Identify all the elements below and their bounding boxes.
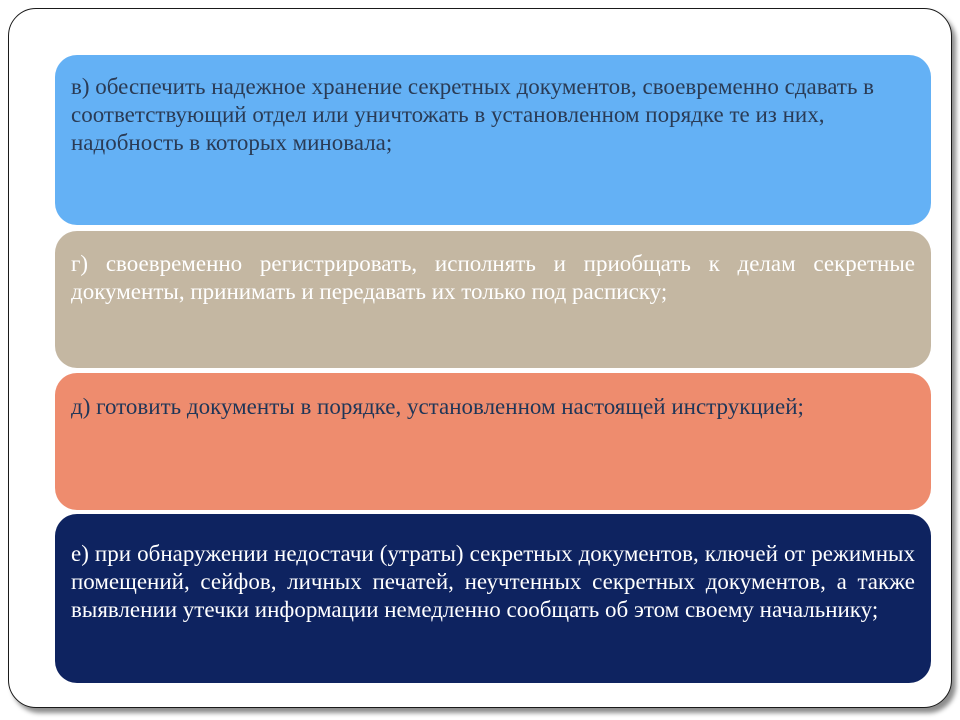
list-item-d bbox=[55, 373, 931, 510]
list-item-g bbox=[55, 231, 931, 368]
list-item-e bbox=[55, 514, 931, 683]
list-item-v-text: в) обеспечить надежное хранение секретных документов, своевременно сдавать в соответствующий отдел или уничтожать в установленном порядке те из них, надобность в которых миновала; bbox=[71, 74, 875, 155]
list-item-d-text: д) готовить документы в порядке, установленном настоящей инструкцией; bbox=[71, 394, 804, 419]
slide-frame bbox=[8, 8, 952, 708]
list-item-v bbox=[55, 55, 931, 225]
list-item-e-text: е) при обнаружении недостачи (утраты) секретных документов, ключей от режимных помещений, сейфов, личных печатей, неучтенных секретных документов, а также выявлении утечки информации немедленно сообщать об этом своему начальнику; bbox=[71, 541, 915, 622]
list-item-g-text: г) своевременно регистрировать, исполнять и приобщать к делам секретные документы, принимать и передавать их только под расписку; bbox=[71, 251, 915, 304]
